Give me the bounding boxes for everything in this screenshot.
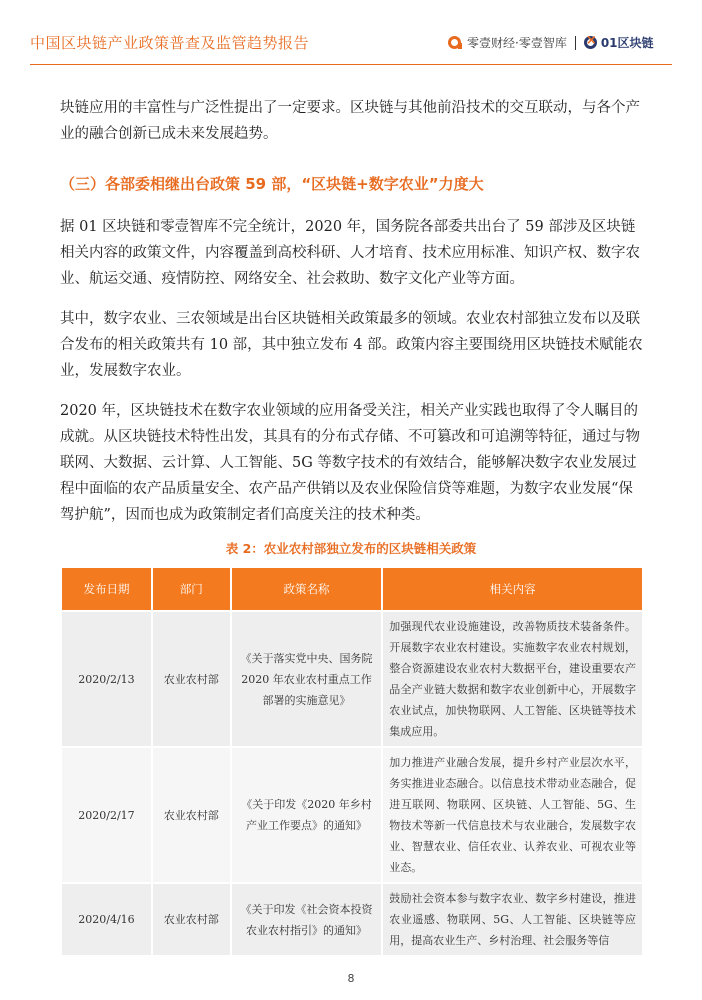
- cell-content: 鼓励社会资本参与数字农业、数字乡村建设，推进农业遥感、物联网、5G、人工智能、区块链等应用，提高农业生产、乡村治理、社会服务等信: [383, 884, 642, 955]
- blockchain-logo-icon: [584, 36, 597, 49]
- table-row: [62, 612, 642, 746]
- lingyi-logo-icon: [448, 36, 461, 49]
- paragraph-1: 块链应用的丰富性与广泛性提出了一定要求。区块链与其他前沿技术的交互联动，与各个产业的融合创新已成未来发展趋势。: [60, 100, 640, 142]
- section-title: （三）各部委相继出台政策 59 部，“区块链+数字农业”力度大: [60, 175, 484, 193]
- column-header-content: 相关内容: [383, 568, 642, 610]
- cell-policy-name: 《关于印发《社会资本投资农业农村指引》的通知》: [232, 884, 382, 955]
- brand-lingyi: 零壹财经·零壹智库: [467, 36, 567, 50]
- cell-policy-name: 《关于印发《2020 年乡村产业工作要点》的通知》: [232, 748, 382, 882]
- table-row: [62, 748, 642, 882]
- paragraph-4: 2020 年，区块链技术在数字农业领域的应用备受关注，相关产业实践也取得了令人瞩目的成就。从区块链技术特性出发，其具有的分布式存储、不可篡改和可追溯等特征，通过与物联网、大数据、云计算、人工智能、5G 等数字技术的有效结合，能够解决数字农业发展过程中面临的农产品质量安全、农产品产供销以及农业保险信贷等难题，为数字农业发展“保驾护航”，因而也成为政策制定者们高度关注的技术种类。: [60, 403, 640, 523]
- brand-block: [448, 34, 654, 51]
- page-header: [0, 0, 702, 66]
- cell-dept: 农业农村部: [153, 612, 230, 746]
- cell-date: 2020/2/17: [62, 748, 151, 882]
- cell-policy-name: 《关于落实党中央、国务院 2020 年农业农村重点工作部署的实施意见》: [232, 612, 382, 746]
- cell-dept: 农业农村部: [153, 748, 230, 882]
- column-header-policy-name: 政策名称: [232, 568, 382, 610]
- table-row: [62, 884, 642, 955]
- paragraph-3: 其中，数字农业、三农领域是出台区块链相关政策最多的领域。农业农村部独立发布以及联合发布的相关政策共有 10 部，其中独立发布 4 部。政策内容主要围绕用区块链技术赋能农业，发展数字农业。: [60, 311, 643, 379]
- cell-date: 2020/4/16: [62, 884, 151, 955]
- brand-divider: [575, 36, 576, 50]
- cell-content: 加力推进产业融合发展，提升乡村产业层次水平，务实推进业态融合。以信息技术带动业态融合，促进互联网、物联网、区块链、人工智能、5G、生物技术等新一代信息技术与农业融合，发展数字农业、智慧农业、信任农业、认养农业、可视农业等业态。: [383, 748, 642, 882]
- table-header-row: [62, 568, 642, 610]
- report-title: 中国区块链产业政策普查及监管趋势报告: [30, 34, 310, 52]
- column-header-date: 发布日期: [62, 568, 151, 610]
- table-caption: 表 2：农业农村部独立发布的区块链相关政策: [225, 541, 477, 556]
- policy-table: [60, 566, 644, 957]
- cell-content: 加强现代农业设施建设，改善物质技术装备条件。开展数字农业农村建设。实施数字农业农村规划，整合资源建设农业农村大数据平台，建设重要农产品全产业链大数据和数字农业创新中心，开展数字农业试点，加快物联网、人工智能、区块链等技术集成应用。: [383, 612, 642, 746]
- header-rule: [30, 64, 672, 65]
- page-number: 8: [347, 972, 355, 985]
- brand-01-blockchain: 01区块链: [600, 36, 654, 50]
- paragraph-2: 据 01 区块链和零壹智库不完全统计，2020 年，国务院各部委共出台了 59 部涉及区块链相关内容的政策文件，内容覆盖到高校科研、人才培育、技术应用标准、知识产权、数字农业、航运交通、疫情防控、网络安全、社会救助、数字文化产业等方面。: [60, 219, 640, 287]
- cell-date: 2020/2/13: [62, 612, 151, 746]
- cell-dept: 农业农村部: [153, 884, 230, 955]
- column-header-dept: 部门: [153, 568, 230, 610]
